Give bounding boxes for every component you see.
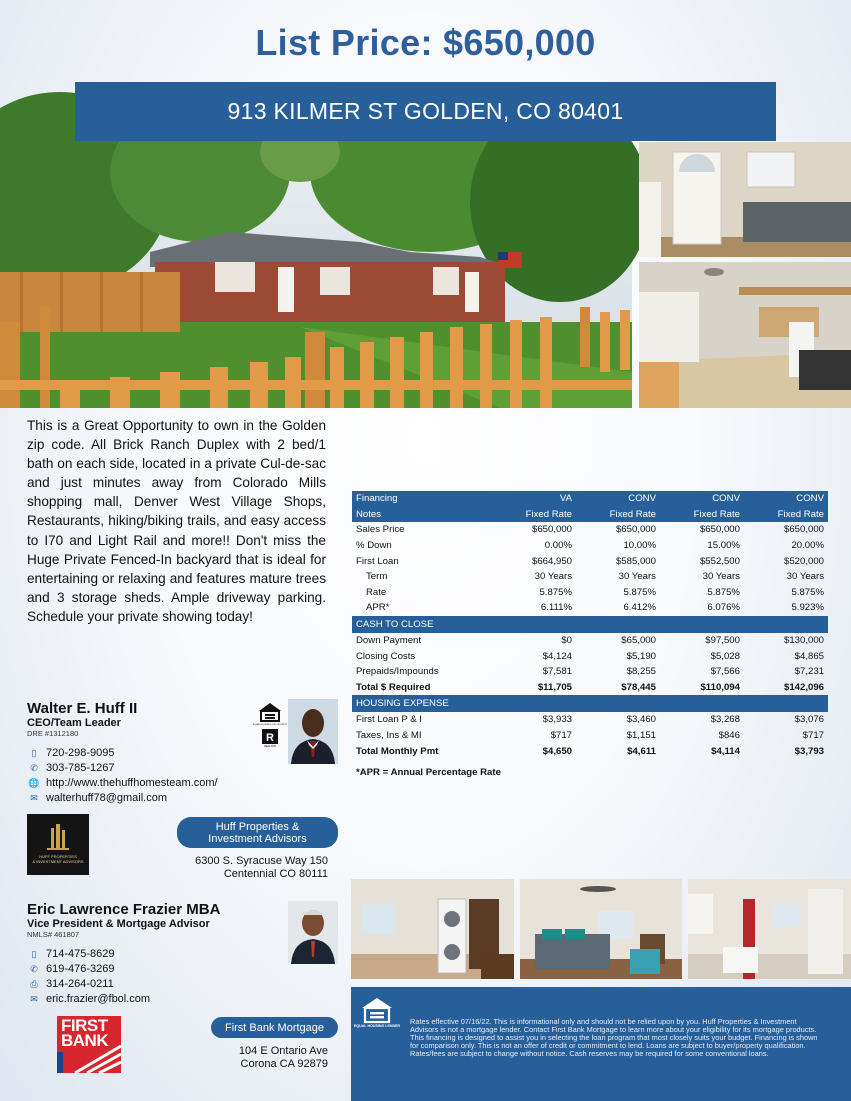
- table-cell: $0: [561, 635, 572, 647]
- table-cell: 15.00%: [707, 540, 740, 552]
- first-bank-office-address: [150, 1045, 328, 1071]
- agent-walter-photo: [288, 699, 338, 764]
- table-cell: $7,566: [710, 666, 740, 678]
- table-header-cell: Fixed Rate: [492, 507, 576, 523]
- row-label: Closing Costs: [356, 650, 416, 662]
- table-row: [352, 633, 828, 649]
- table-cell: $717: [550, 730, 572, 742]
- section-label: CASH TO CLOSE: [352, 616, 828, 633]
- entry-living-room-photo: [639, 142, 851, 257]
- table-cell: $4,611: [627, 745, 656, 757]
- email-icon: ✉: [30, 994, 38, 1004]
- agent-name: Walter E. Huff II: [27, 700, 138, 717]
- table-cell: $3,933: [542, 714, 572, 726]
- table-cell: $1,151: [626, 730, 656, 742]
- table-cell: $650,000: [699, 524, 740, 536]
- main-exterior-photo: [0, 112, 632, 408]
- company-line-2: Investment Advisors: [208, 832, 307, 845]
- logo-text-2: & INVESTMENT ADVISORS: [32, 859, 84, 864]
- property-description: This is a Great Opportunity to own in the Golden zip code. All Brick Ranch Duplex with 2 bed/1 bath on each side, located in a private Cul-de-sac and just minutes away from Colorado Mills shopping mall, Denver West Village Shops, Restaurants, hiking/biking trails, and easy access to I70 and Light Rail and more!! Don't miss the Huge Private Fenced-In backyard that is ideal for entertaining or relaxing and features mature trees and 3 storage sheds. Ample driveway parking. Schedule your private showing today!: [27, 418, 326, 624]
- row-label: Sales Price: [356, 524, 405, 536]
- row-label: First Loan P & I: [356, 714, 422, 726]
- property-photos: [0, 112, 851, 408]
- table-header-cell: Financing: [352, 491, 492, 507]
- logo-line-2: BANK: [61, 1031, 109, 1050]
- agent-title: Vice President & Mortgage Advisor: [27, 918, 210, 930]
- phone-icon: ✆: [30, 763, 38, 773]
- table-row: [352, 648, 828, 664]
- table-cell: $650,000: [783, 524, 824, 536]
- table-cell: $78,445: [621, 681, 656, 693]
- logo-line-1: FIRST: [61, 1016, 108, 1035]
- table-header-cell: Fixed Rate: [660, 507, 744, 523]
- table-cell: 30 Years: [786, 571, 824, 583]
- table-row: [352, 600, 828, 616]
- table-cell: $7,581: [542, 666, 572, 678]
- mobile-phone-icon: ▯: [31, 748, 37, 758]
- agent-license: DRE #1312180: [27, 729, 79, 738]
- huff-properties-logo: [27, 814, 89, 875]
- table-cell: 5.875%: [623, 586, 656, 598]
- table-cell: $585,000: [615, 555, 656, 567]
- table-header-cell: Notes: [352, 507, 492, 523]
- table-row: [352, 712, 828, 728]
- phone-2[interactable]: 619-476-3269: [46, 963, 115, 975]
- mobile-phone-icon: ▯: [31, 949, 37, 959]
- row-label: Prepaids/Impounds: [356, 666, 439, 678]
- disclaimer-panel: [351, 987, 851, 1101]
- table-cell: 6.412%: [623, 602, 656, 614]
- table-cell: 5.875%: [791, 586, 824, 598]
- bathroom-photo: [688, 879, 851, 979]
- table-cell: $3,076: [794, 714, 824, 726]
- row-label: Total Monthly Pmt: [356, 745, 439, 757]
- office-address-line-1: 104 E Ontario Ave: [238, 1045, 328, 1057]
- table-cell: $3,268: [710, 714, 740, 726]
- table-header-cell: CONV: [660, 491, 744, 507]
- fax-number[interactable]: 314-264-0211: [46, 978, 114, 990]
- table-cell: $520,000: [783, 555, 824, 567]
- huff-company-pill[interactable]: [177, 817, 338, 848]
- row-label: Rate: [366, 586, 387, 598]
- table-cell: $650,000: [615, 524, 656, 536]
- table-row: [352, 680, 828, 696]
- website-link[interactable]: http://www.thehuffhomesteam.com/: [46, 777, 218, 789]
- table-cell: 30 Years: [618, 571, 656, 583]
- row-label: Down Payment: [356, 635, 422, 647]
- equal-housing-small-label: EQUAL HOUSING OPPORTUNITY: [252, 724, 288, 726]
- row-label: Term: [366, 571, 388, 583]
- bedroom-photo: [520, 879, 682, 979]
- table-cell: 6.076%: [707, 602, 740, 614]
- table-cell: $4,650: [542, 745, 572, 757]
- table-row: [352, 522, 828, 538]
- table-cell: 5.875%: [707, 586, 740, 598]
- table-cell: $130,000: [783, 635, 824, 647]
- office-address-line-2: Centennial CO 80111: [223, 868, 328, 880]
- row-label: % Down: [356, 540, 392, 552]
- table-cell: 30 Years: [702, 571, 740, 583]
- table-row: [352, 553, 828, 569]
- row-label: Total $ Required: [356, 681, 431, 693]
- table-cell: 6.111%: [540, 602, 572, 614]
- table-header-cell: CONV: [576, 491, 660, 507]
- table-cell: 20.00%: [791, 540, 824, 552]
- row-label: APR*: [366, 602, 390, 614]
- table-cell: $4,865: [794, 650, 824, 662]
- kitchen-photo: [639, 262, 851, 408]
- phone-icon: ✆: [30, 964, 38, 974]
- apr-footnote: *APR = Annual Percentage Rate: [356, 767, 501, 778]
- first-bank-logo: [57, 1016, 121, 1073]
- address-banner: 913 KILMER ST GOLDEN, CO 80401: [75, 82, 776, 141]
- disclaimer-text: Rates effective 07/16/22. This is informational only and should not be relied upon by you. Huff Properties & Investment Advisors is not a mortgage lender. Contact First Bank Mortgage to learn more about your eligibility for its mortgage products. This financing is designed to assist you in selecting the loan program that most closely suits your budget. Financing is shown for comparison only. This is not an offer of credit or commitment to lend. Loans are subject to buyer/property qualification. Rates/fees are subject to change without notice. Cash reserves may be required for some conventional loans.: [410, 1017, 818, 1058]
- table-cell: $8,255: [626, 666, 656, 678]
- globe-icon: 🌐: [28, 778, 40, 788]
- laundry-photo: [351, 879, 514, 979]
- table-header-cell: CONV: [744, 491, 828, 507]
- table-cell: $552,500: [699, 555, 740, 567]
- table-cell: 5.923%: [791, 602, 824, 614]
- table-header-notes: [352, 507, 828, 523]
- huff-office-address: [150, 855, 328, 881]
- table-cell: $650,000: [531, 524, 572, 536]
- agent-eric-block: [27, 901, 287, 1007]
- list-price-heading: List Price: $650,000: [255, 22, 596, 63]
- realtor-label: REALTOR: [264, 745, 276, 748]
- row-label: First Loan: [356, 555, 399, 567]
- fax-icon: ⎙: [30, 979, 38, 989]
- section-housing-expense: [352, 695, 828, 712]
- phone-1[interactable]: 714-475-8629: [46, 948, 115, 960]
- equal-housing-lender-icon: [353, 997, 401, 1033]
- email-link[interactable]: eric.frazier@fbol.com: [46, 993, 151, 1005]
- table-header-financing: [352, 491, 828, 507]
- phone-1[interactable]: 720-298-9095: [46, 747, 115, 759]
- table-cell: $4,124: [542, 650, 572, 662]
- agent-eric-photo: [288, 901, 338, 964]
- section-label: HOUSING EXPENSE: [352, 695, 828, 712]
- table-row: [352, 585, 828, 601]
- company-line-1: Huff Properties &: [215, 820, 300, 833]
- table-header-cell: Fixed Rate: [744, 507, 828, 523]
- financing-table: [352, 491, 828, 759]
- email-icon: ✉: [30, 793, 38, 803]
- table-cell: $7,231: [794, 666, 824, 678]
- table-cell: 5.875%: [539, 586, 572, 598]
- table-cell: 0.00%: [544, 540, 572, 552]
- table-cell: $846: [718, 730, 740, 742]
- row-label: Taxes, Ins & MI: [356, 730, 422, 742]
- logo-text-1: HUFF PROPERTIES: [39, 854, 77, 859]
- table-cell: $717: [802, 730, 824, 742]
- first-bank-mortgage-pill[interactable]: First Bank Mortgage: [211, 1017, 338, 1038]
- table-cell: $3,460: [626, 714, 656, 726]
- table-cell: $110,094: [700, 681, 740, 693]
- agent-walter-block: [27, 700, 267, 806]
- table-header-cell: VA: [492, 491, 576, 507]
- email-link[interactable]: walterhuff78@gmail.com: [46, 792, 168, 804]
- section-cash-to-close: [352, 616, 828, 633]
- office-address-line-2: Corona CA 92879: [240, 1058, 328, 1070]
- agent-name: Eric Lawrence Frazier MBA: [27, 901, 221, 918]
- table-row: [352, 569, 828, 585]
- table-cell: 10.00%: [623, 540, 656, 552]
- phone-2[interactable]: 303-785-1267: [46, 762, 115, 774]
- table-cell: $142,096: [783, 681, 824, 693]
- equal-housing-lender-label: EQUAL HOUSING LENDER: [353, 1024, 401, 1028]
- table-row: [352, 664, 828, 680]
- agent-title: CEO/Team Leader: [27, 717, 121, 729]
- table-cell: $65,000: [621, 635, 656, 647]
- table-cell: $664,950: [531, 555, 572, 567]
- table-cell: 30 Years: [534, 571, 572, 583]
- table-cell: $5,028: [710, 650, 740, 662]
- agent-license: NMLS# 461807: [27, 930, 80, 939]
- table-header-cell: Fixed Rate: [576, 507, 660, 523]
- table-cell: $3,793: [794, 745, 824, 757]
- equal-housing-realtor-badges: [252, 701, 288, 748]
- table-row: [352, 728, 828, 744]
- table-cell: $5,190: [626, 650, 656, 662]
- table-row: [352, 538, 828, 554]
- table-row: [352, 743, 828, 759]
- table-cell: $11,705: [537, 681, 572, 693]
- table-cell: $4,114: [711, 745, 740, 757]
- svg-text:R: R: [266, 732, 274, 744]
- table-cell: $97,500: [705, 635, 740, 647]
- office-address-line-1: 6300 S. Syracuse Way 150: [195, 855, 328, 867]
